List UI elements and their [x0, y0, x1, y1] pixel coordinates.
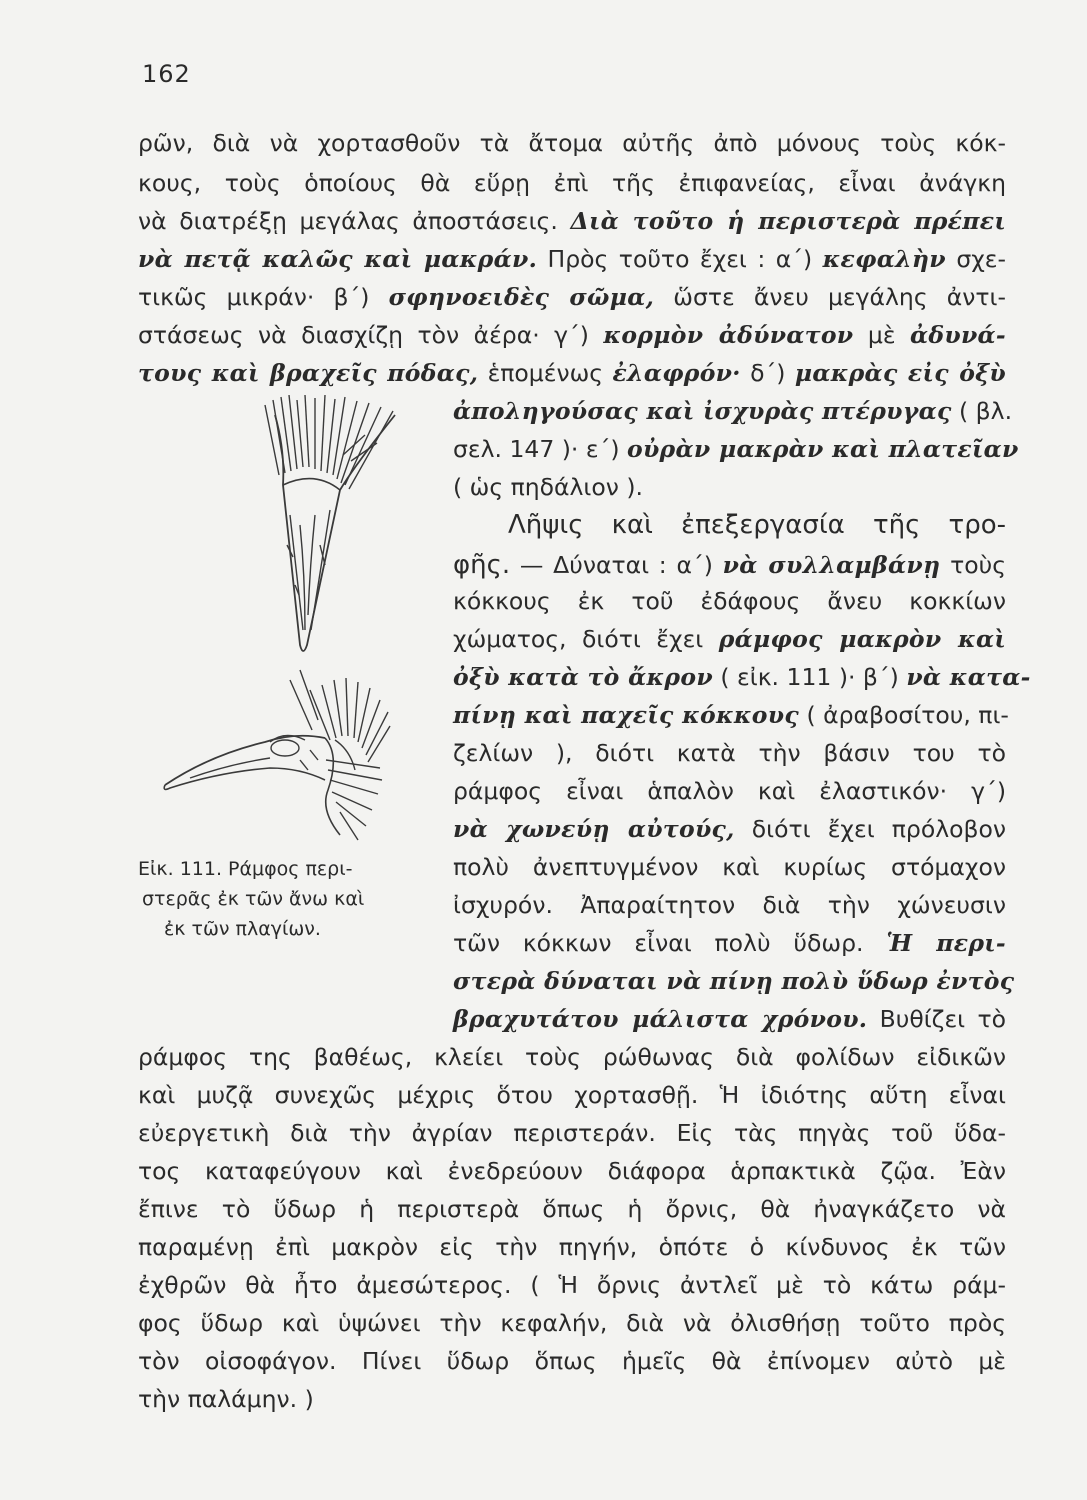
- emphasis: Διὰ τοῦτο ἡ περιστερὰ πρέπει: [570, 207, 1006, 235]
- text-line: τὴν παλάμην. ): [138, 1385, 314, 1413]
- emphasis: νὰ κατα-: [906, 663, 1031, 691]
- emphasis: κορμὸν ἀδύνατον: [603, 321, 854, 349]
- emphasis: τους καὶ βραχεῖς πόδας,: [138, 359, 479, 387]
- text-line: ἀποληγούσας καὶ ἰσχυρὰς πτέρυγας ( βλ.: [453, 397, 1013, 425]
- text-line: ἰσχυρόν. Ἀπαραίτητον διὰ τὴν χώνευσιν: [453, 891, 1006, 919]
- figure-caption: Εἰκ. 111. Ράμφος περι-: [138, 858, 353, 880]
- text-line: τος καταφεύγουν καὶ ἐνεδρεύουν διάφορα ἁρπακτικὰ ζῷα. Ἐὰν: [138, 1157, 1006, 1185]
- text-line: ράμφος της βαθέως, κλείει τοὺς ρώθωνας διὰ φολίδων εἰδικῶν: [138, 1043, 1006, 1071]
- emphasis: στερὰ δύναται νὰ πίνῃ πολὺ ὕδωρ ἐντὸς: [453, 967, 1015, 995]
- text-line: φος ὕδωρ καὶ ὑψώνει τὴν κεφαλήν, διὰ νὰ ὀλισθήσῃ τοῦτο πρὸς: [138, 1309, 1006, 1337]
- text-line: καὶ μυζᾷ συνεχῶς μέχρις ὅτου χορτασθῇ. Ἡ ἰδιότης αὕτη εἶναι: [138, 1081, 1006, 1109]
- emphasis: ἀδυνά-: [909, 321, 1006, 349]
- figure-caption: ἐκ τῶν πλαγίων.: [164, 918, 321, 940]
- text-line: νὰ χωνεύῃ αὐτούς, διότι ἔχει πρόλοβον: [453, 815, 1006, 843]
- beak-side-view-illustration: [150, 660, 400, 850]
- section-heading: Λῆψις καὶ ἐπεξεργασία τῆς τρο-: [508, 510, 1006, 540]
- text-line: ρῶν, διὰ νὰ χορτασθοῦν τὰ ἄτομα αὐτῆς ἀπὸ μόνους τοὺς κόκ-: [138, 129, 1006, 157]
- emphasis: σφηνοειδὲς σῶμα,: [388, 283, 655, 311]
- emphasis: νὰ συλλαμβάνῃ: [722, 551, 941, 579]
- text-line: ἔπινε τὸ ὕδωρ ἡ περιστερὰ ὅπως ἡ ὄρνις, θὰ ἠναγκάζετο νὰ: [138, 1195, 1006, 1223]
- text-line: εὐεργετικὴ διὰ τὴν ἀγρίαν περιστεράν. Εἰς τὰς πηγὰς τοῦ ὕδα-: [138, 1119, 1006, 1147]
- text-line: νὰ πετᾷ καλῶς καὶ μακράν. Πρὸς τοῦτο ἔχει : α΄) κεφαλὴν σχε-: [138, 245, 1006, 273]
- emphasis: ἀποληγούσας καὶ ἰσχυρὰς πτέρυγας: [453, 397, 952, 425]
- emphasis: βραχυτάτου μάλιστα χρόνου.: [453, 1005, 868, 1033]
- text-line: σελ. 147 )· ε΄) οὐρὰν μακρὰν καὶ πλατεῖαν: [453, 435, 1019, 463]
- emphasis: ὀξὺ κατὰ τὸ ἄκρον: [453, 663, 713, 691]
- emphasis: οὐρὰν μακρὰν καὶ πλατεῖαν: [626, 435, 1019, 463]
- text-line: κόκκους ἐκ τοῦ ἐδάφους ἄνευ κοκκίων: [453, 587, 1006, 615]
- text-line: τὸν οἰσοφάγον. Πίνει ὕδωρ ὅπως ἡμεῖς θὰ ἐπίνομεν αὐτὸ μὲ: [138, 1347, 1006, 1375]
- text-line: στάσεως νὰ διασχίζῃ τὸν ἀέρα· γ΄) κορμὸν ἀδύνατον μὲ ἀδυνά-: [138, 321, 1006, 349]
- text-line: τικῶς μικράν· β΄) σφηνοειδὲς σῶμα, ὥστε ἄνευ μεγάλης ἀντι-: [138, 283, 1006, 311]
- text-line: ὀξὺ κατὰ τὸ ἄκρον ( εἰκ. 111 )· β΄) νὰ κατα-: [453, 663, 1031, 691]
- emphasis: κεφαλὴν: [822, 245, 946, 273]
- text-line: πίνῃ καὶ παχεῖς κόκκους ( ἀραβοσίτου, πι-: [453, 701, 1009, 729]
- text-line: ράμφος εἶναι ἁπαλὸν καὶ ἐλαστικόν· γ΄): [453, 777, 1006, 805]
- text-line: χώματος, διότι ἔχει ράμφος μακρὸν καὶ: [453, 625, 1006, 653]
- text-line: ἐχθρῶν θὰ ἦτο ἀμεσώτερος. ( Ἡ ὄρνις ἀντλεῖ μὲ τὸ κάτω ράμ-: [138, 1271, 1006, 1299]
- text-line: φῆς. — Δύναται : α΄) νὰ συλλαμβάνῃ τοὺς: [453, 550, 1006, 580]
- text-line: νὰ διατρέξῃ μεγάλας ἀποστάσεις. Διὰ τοῦτο ἡ περιστερὰ πρέπει: [138, 207, 1006, 235]
- text-line: πολὺ ἀνεπτυγμένον καὶ κυρίως στόμαχον: [453, 853, 1006, 881]
- beak-top-view-illustration: [245, 395, 420, 665]
- text-line: ( ὡς πηδάλιον ).: [453, 473, 643, 501]
- emphasis: Ἡ περι-: [886, 929, 1006, 957]
- emphasis: νὰ πετᾷ καλῶς καὶ μακράν.: [138, 245, 538, 273]
- text-line: ζελίων ), διότι κατὰ τὴν βάσιν του τὸ: [453, 739, 1006, 767]
- text-line: [453, 967, 1015, 995]
- text-line: τους καὶ βραχεῖς πόδας, ἑπομένως ἐλαφρόν· δ΄) μακρὰς εἰς ὀξὺ: [138, 359, 1006, 387]
- text-line: βραχυτάτου μάλιστα χρόνου. Βυθίζει τὸ: [453, 1005, 1006, 1033]
- emphasis: ράμφος μακρὸν καὶ: [718, 625, 1006, 653]
- text-line: κους, τοὺς ὁποίους θὰ εὕρῃ ἐπὶ τῆς ἐπιφανείας, εἶναι ἀνάγκη: [138, 169, 1006, 197]
- emphasis: ἐλαφρόν·: [612, 359, 741, 387]
- page-number: 162: [142, 60, 191, 88]
- emphasis: πίνῃ καὶ παχεῖς κόκκους: [453, 701, 799, 729]
- section-heading-end: φῆς.: [453, 550, 511, 580]
- figure-caption: στερᾶς ἐκ τῶν ἄνω καὶ: [142, 888, 365, 910]
- text-line: παραμένῃ ἐπὶ μακρὸν εἰς τὴν πηγήν, ὁπότε ὁ κίνδυνος ἐκ τῶν: [138, 1233, 1006, 1261]
- text-line: τῶν κόκκων εἶναι πολὺ ὕδωρ. Ἡ περι-: [453, 929, 1006, 957]
- emphasis: νὰ χωνεύῃ αὐτούς,: [453, 815, 735, 843]
- emphasis: μακρὰς εἰς ὀξὺ: [794, 359, 1006, 387]
